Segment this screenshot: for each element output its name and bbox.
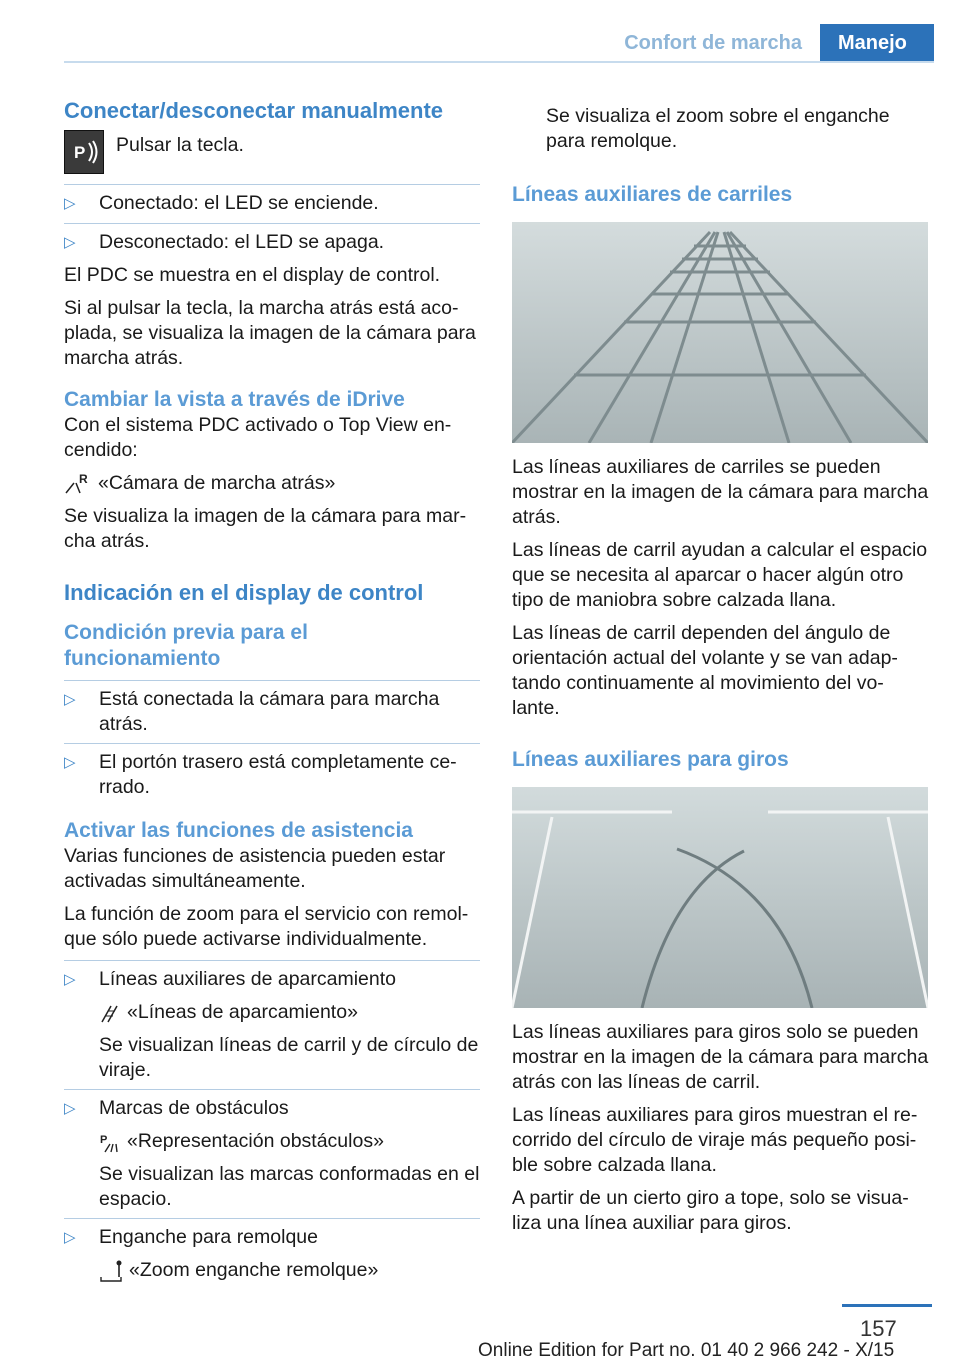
separator (64, 743, 480, 744)
pdc-key-icon (64, 130, 104, 174)
svg-text:P: P (74, 143, 86, 162)
function-menu-text[interactable]: «Representación obstáculos» (127, 1130, 384, 1152)
view-paragraph: Con el sistema PDC activado o Top View en- cendido: (64, 414, 452, 461)
footer-rule (842, 1304, 932, 1307)
display-paragraph: El PDC se muestra en el display de control. (64, 264, 441, 286)
function-menu-row (99, 1258, 480, 1283)
carriles-paragraph-1: Las líneas auxiliares de carriles se pueden mostrar en la imagen de la cámara para marcha atrás. (512, 456, 929, 528)
header-rule (64, 61, 934, 63)
parking-lines-icon (99, 1002, 121, 1024)
function-menu-text[interactable]: «Zoom enganche remolque» (129, 1259, 379, 1281)
giros-paragraph-3: A partir de un cierto giro a tope, solo se visua- liza una línea auxiliar para giros. (512, 1187, 909, 1234)
turn-lines-image (512, 787, 928, 1008)
function-desc: Se visualizan líneas de carril y de círculo de viraje. (99, 1034, 479, 1081)
heading-view: Cambiar la vista a través de iDrive (64, 388, 405, 411)
function-desc: Se visualizan las marcas conformadas en el espacio. (99, 1163, 480, 1210)
on-off-list (64, 191, 480, 255)
list-item: ▷ Está conectada la cámara para marcha atrás. (64, 688, 440, 735)
camera-paragraph: Se visualiza la imagen de la cámara para mar- cha atrás. (64, 505, 467, 552)
heading-activar: Activar las funciones de asistencia (64, 819, 413, 842)
list-item: ▷ El portón trasero está completamente ce- rrado. (64, 751, 457, 798)
heading-lineas-giros: Líneas auxiliares para giros (512, 748, 789, 771)
function-title: Líneas auxiliares de aparcamiento (99, 968, 397, 990)
varias-paragraph: Varias funciones de asistencia pueden estar activadas simultáneamente. (64, 845, 446, 892)
svg-text:P: P (100, 1133, 108, 1146)
list-item: ▷ Marcas de obstáculos P «Representación obstáculos» Se visualizan las marcas conformadas en el espacio. (64, 1097, 480, 1210)
left-column (64, 98, 480, 1283)
press-key-text: Pulsar la tecla. (116, 133, 244, 156)
carriles-paragraph-3: Las líneas de carril dependen del ángulo de orientación actual del volante y se van adap- tando continuamente al movimiento del vo- lante. (512, 622, 898, 719)
function-menu-row (99, 1000, 480, 1025)
giros-paragraph-1: Las líneas auxiliares para giros solo se pueden mostrar en la imagen de la cámara para marcha atrás con las líneas de carril. (512, 1021, 929, 1093)
reverse-paragraph: Si al pulsar la tecla, la marcha atrás está aco- plada, se visualiza la imagen de la cámara para marcha atrás. (64, 297, 476, 369)
trailer-hitch-icon (99, 1259, 125, 1283)
section-tab[interactable]: Confort de marcha (624, 32, 802, 54)
separator (64, 1089, 480, 1090)
obstacle-marks-icon (99, 1131, 121, 1153)
list-item: ▷ Conectado: el LED se enciende. (64, 192, 379, 214)
list-item: ▷ Líneas auxiliares de aparcamiento «Líneas de aparcamiento» Se visualizan líneas de carril y de círculo de viraje. (64, 968, 479, 1081)
separator (64, 1218, 480, 1219)
list-item-text: Conectado: el LED se enciende. (99, 192, 379, 214)
menu-camera-text[interactable]: «Cámara de marcha atrás» (98, 472, 336, 494)
edition-text: Online Edition for Part no. 01 40 2 966 242 - X/15 (478, 1340, 895, 1361)
camera-menu-icon (64, 473, 90, 495)
separator (64, 960, 480, 961)
heading-condicion: Condición previa para el funcionamiento (64, 621, 308, 670)
separator (64, 223, 480, 224)
heading-lineas-carriles: Líneas auxiliares de carriles (512, 183, 793, 206)
giros-paragraph-2: Las líneas auxiliares para giros muestran el re- corrido del círculo de viraje más pequeño posi- ble sobre calzada llana. (512, 1104, 918, 1176)
function-title: Marcas de obstáculos (99, 1097, 289, 1119)
chapter-tab[interactable]: Manejo (820, 24, 934, 62)
header-tabs (606, 24, 934, 62)
carriles-paragraph-2: Las líneas de carril ayudan a calcular el espacio que se necesita al aparcar o hacer algún otro tipo de maniobra sobre calzada llana. (512, 539, 928, 611)
menu-camera-row (64, 471, 480, 496)
list-item-text: Está conectada la cámara para marcha atrás. (99, 688, 440, 735)
separator (64, 184, 480, 185)
separator (64, 680, 480, 681)
list-item-text: El portón trasero está completamente ce- rrado. (99, 751, 457, 798)
right-column (512, 98, 932, 1236)
svg-text:R: R (79, 472, 88, 486)
conditions-list (64, 687, 480, 800)
press-key-row (64, 130, 480, 174)
page-number: 157 (860, 1316, 897, 1341)
list-item: ▷ Desconectado: el LED se apaga. (64, 231, 385, 253)
heading-indicacion: Indicación en el display de control (64, 580, 424, 605)
function-title: Enganche para remolque (99, 1226, 318, 1248)
zoom-visible-paragraph: Se visualiza el zoom sobre el enganche para remolque. (546, 105, 890, 152)
functions-list (64, 967, 480, 1283)
function-menu-text[interactable]: «Líneas de aparcamiento» (127, 1001, 358, 1023)
list-item: ▷ Enganche para remolque «Zoom enganche remolque» (64, 1225, 480, 1283)
function-menu-row (99, 1129, 480, 1154)
list-item-text: Desconectado: el LED se apaga. (99, 231, 385, 253)
zoom-paragraph: La función de zoom para el servicio con remol- que sólo puede activarse individualmente. (64, 903, 469, 950)
heading-manual: Conectar/desconectar manualmente (64, 98, 444, 123)
lane-lines-image (512, 222, 928, 443)
